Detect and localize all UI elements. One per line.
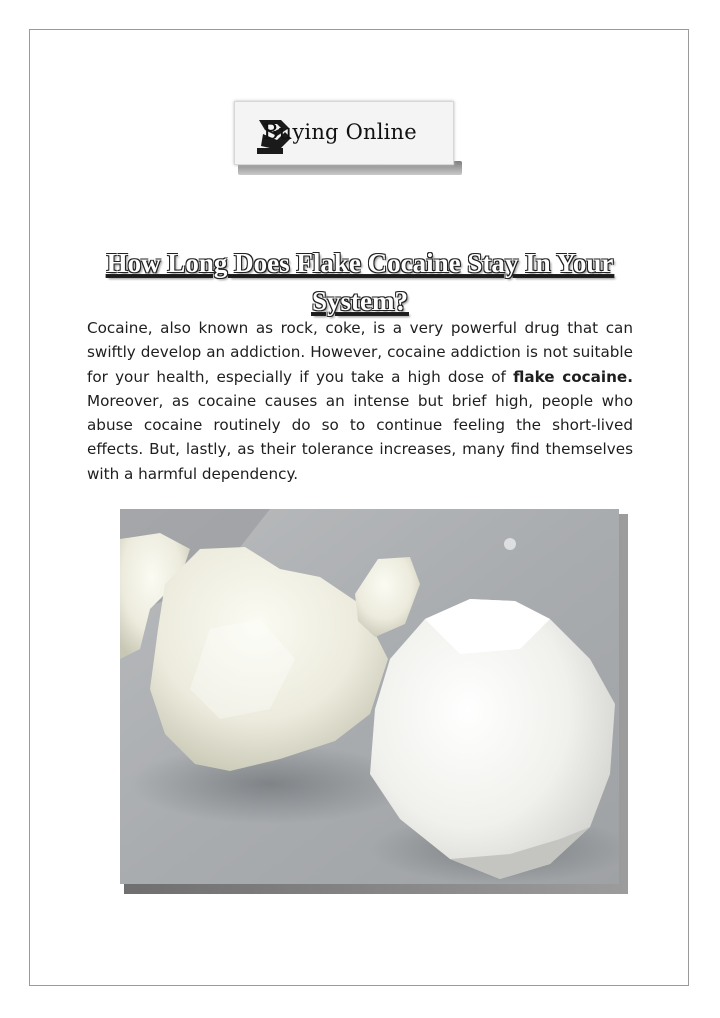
site-logo[interactable] [234,101,454,165]
article-paragraph [87,316,633,486]
paragraph-text-1: Cocaine, also known as rock, coke, is a very powerful drug that can swiftly develop an addiction. However, cocaine addiction is not suitable for your health, especially if you take a high dose of [87,319,633,386]
logo-text: Buying Online [263,120,417,144]
paragraph-text-2: Moreover, as cocaine causes an intense but brief high, people who abuse cocaine routinely do so to continue feeling the short-lived effects. But, lastly, as their tolerance increases, many find themselves with a harmful dependency. [87,391,633,483]
logo-box [234,101,454,165]
white-rocks-photo [120,509,619,884]
article-photo [120,509,619,884]
flake-cocaine-link[interactable]: flake cocaine. [513,367,633,386]
article-title: How Long Does Flake Cocaine Stay In Your System? [106,248,614,317]
